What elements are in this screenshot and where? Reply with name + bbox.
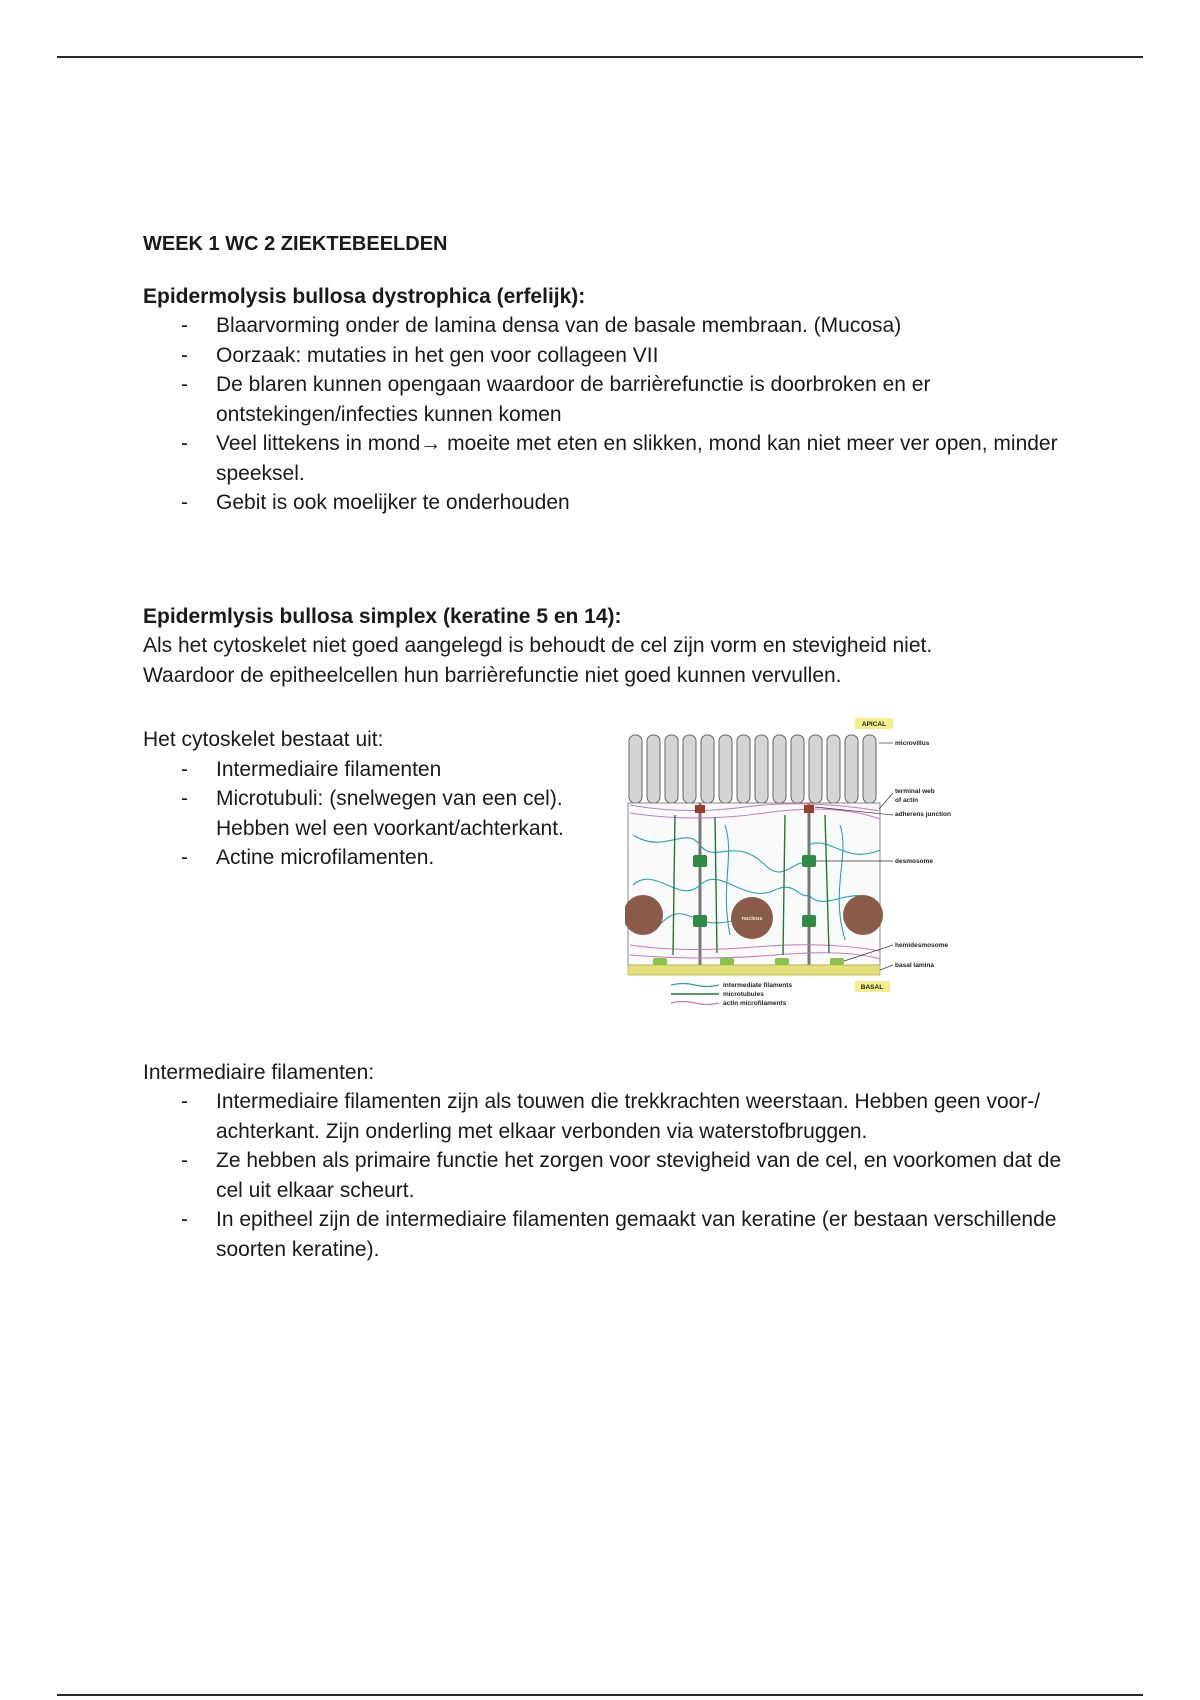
apical-label: APICAL <box>861 721 887 728</box>
of-actin-label: of actin <box>895 797 919 804</box>
intermediate-list <box>143 1087 1063 1264</box>
simplex-paragraph-1: Als het cytoskelet niet goed aangelegd is behoudt de cel zijn vorm en stevigheid niet. <box>143 634 933 657</box>
list-item: - Microtubuli: (snelwegen van een cel). Hebben wel een voorkant/achterkant. <box>216 784 618 843</box>
cytoskeleton-list <box>143 755 618 873</box>
hemidesmosome-label: hemidesmosome <box>895 942 949 949</box>
list-item: - Gebit is ook moelijker te onderhouden <box>216 488 1063 518</box>
list-item: - Oorzaak: mutaties in het gen voor collageen VII <box>216 341 1063 371</box>
adherens-junction-label: adherens junction <box>895 811 951 818</box>
terminal-web-label: terminal web <box>895 788 935 795</box>
list-item: - Actine microfilamenten. <box>216 843 618 873</box>
list-item: - Intermediaire filamenten zijn als touwen die trekkrachten weerstaan. Hebben geen voor-/ achterkant. Zijn onderling met elkaar verbonden via waterstofbruggen. <box>216 1087 1063 1146</box>
list-item: - Ze hebben als primaire functie het zorgen voor stevigheid van de cel, en voorkomen dat de cel uit elkaar scheurt. <box>216 1146 1063 1205</box>
basal-lamina-label: basal lamina <box>895 962 935 969</box>
section-heading-simplex: Epidermlysis bullosa simplex (keratine 5 en 14): <box>143 604 622 628</box>
basal-lamina-band <box>628 965 880 975</box>
nucleus-label: nucleus <box>741 916 763 922</box>
cytoskeleton-figure <box>625 715 973 1015</box>
microvillus-label: microvillus <box>895 740 930 747</box>
section-heading-dystrophica: Epidermolysis bullosa dystrophica (erfelijk): <box>143 284 586 308</box>
cytoskeleton-intro: Het cytoskelet bestaat uit: <box>143 728 384 751</box>
basal-label: BASAL <box>860 984 884 991</box>
legend-microtubules: microtubules <box>723 991 764 998</box>
simplex-paragraph-2: Waardoor de epitheelcellen hun barrièrefunctie niet goed kunnen vervullen. <box>143 663 842 687</box>
list-item: - De blaren kunnen opengaan waardoor de barrièrefunctie is doorbroken en er ontstekingen/infecties kunnen komen <box>216 370 1063 429</box>
top-rule <box>57 56 1143 58</box>
intermediate-intro: Intermediaire filamenten: <box>143 1060 375 1084</box>
desmosome-label: desmosome <box>895 858 933 865</box>
list-item: - Blaarvorming onder de lamina densa van de basale membraan. (Mucosa) <box>216 311 1063 341</box>
list-item: - Veel littekens in mond→ moeite met eten en slikken, mond kan niet meer ver open, minder speeksel. <box>216 429 1063 488</box>
bottom-rule <box>57 1694 1143 1696</box>
list-item: - Intermediaire filamenten <box>216 755 618 785</box>
list-item: - In epitheel zijn de intermediaire filamenten gemaakt van keratine (er bestaan verschillende soorten keratine). <box>216 1205 1063 1264</box>
nucleus-right <box>843 895 883 935</box>
legend-actin: actin microfilaments <box>723 1000 787 1007</box>
epithelium-diagram <box>625 715 973 1015</box>
document-title: WEEK 1 WC 2 ZIEKTEBEELDEN <box>143 233 448 255</box>
legend-intermediate: intermediate filaments <box>723 982 792 989</box>
dystrophica-list <box>143 311 1063 518</box>
